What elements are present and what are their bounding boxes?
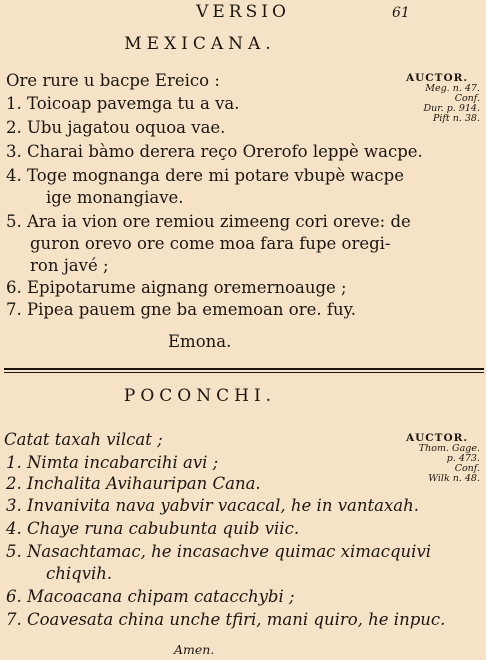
note-heading: AUCTOR. [406, 72, 469, 84]
mexicana-margin-note [406, 72, 480, 124]
poconchi-line: 3. Invanivita nava yabvir vacacal, he in vantaxah. [6, 496, 419, 515]
mexicana-line: 6. Epipotarume aignang oremernoauge ; [6, 278, 347, 297]
poconchi-line: 1. Nimta incabarcihi avi ; [6, 453, 219, 472]
mexicana-line: 1. Toicoap pavemga tu a va. [6, 94, 240, 113]
mexicana-title: MEXICANA. [124, 34, 276, 54]
note-text: Thom. Gage. p. 473. Conf. Wilk n. 48. [418, 443, 480, 484]
poconchi-line: chiqvih. [46, 564, 113, 583]
mexicana-line: 3. Charai bàmo derera reço Orerofo leppè wacpe. [6, 142, 423, 161]
note-text: Meg. n. 47. Conf. Dur. p. 914. Pift n. 38. [423, 83, 480, 124]
mexicana-line: Ore rure u bacpe Ereico : [6, 71, 220, 90]
page-number: 61 [392, 5, 410, 21]
poconchi-line: 6. Macoacana chipam catacchybi ; [6, 587, 295, 606]
note-heading: AUCTOR. [406, 432, 469, 444]
mexicana-line: 2. Ubu jagatou oquoa vae. [6, 118, 226, 137]
mexicana-line: 5. Ara ia vion ore remiou zimeeng cori oreve: de [6, 212, 411, 231]
poconchi-margin-note [406, 432, 480, 484]
poconchi-closing: Amen. [174, 642, 215, 657]
mexicana-line: 7. Pipea pauem gne ba ememoan ore. fuy. [6, 300, 356, 319]
mexicana-line: 4. Toge mognanga dere mi potare vbupè wacpe [6, 166, 404, 185]
mexicana-closing: Emona. [168, 332, 232, 351]
running-head: VERSIO [196, 2, 290, 22]
poconchi-line: 5. Nasachtamac, he incasachve quimac ximacquivi [6, 542, 432, 561]
section-rule-thin [4, 372, 484, 373]
poconchi-line: Catat taxah vilcat ; [4, 430, 163, 449]
section-rule [4, 368, 484, 370]
mexicana-line: ige monangiave. [46, 188, 184, 207]
mexicana-line: ron javé ; [30, 256, 109, 275]
poconchi-line: 4. Chaye runa cabubunta quib viic. [6, 519, 300, 538]
poconchi-title: POCONCHI. [123, 386, 277, 406]
poconchi-line: 7. Coavesata china unche tfiri, mani quiro, he inpuc. [6, 610, 446, 629]
poconchi-line: 2. Inchalita Avihauripan Cana. [6, 474, 261, 493]
mexicana-line: guron orevo ore come moa fara fupe oregi- [30, 234, 391, 253]
